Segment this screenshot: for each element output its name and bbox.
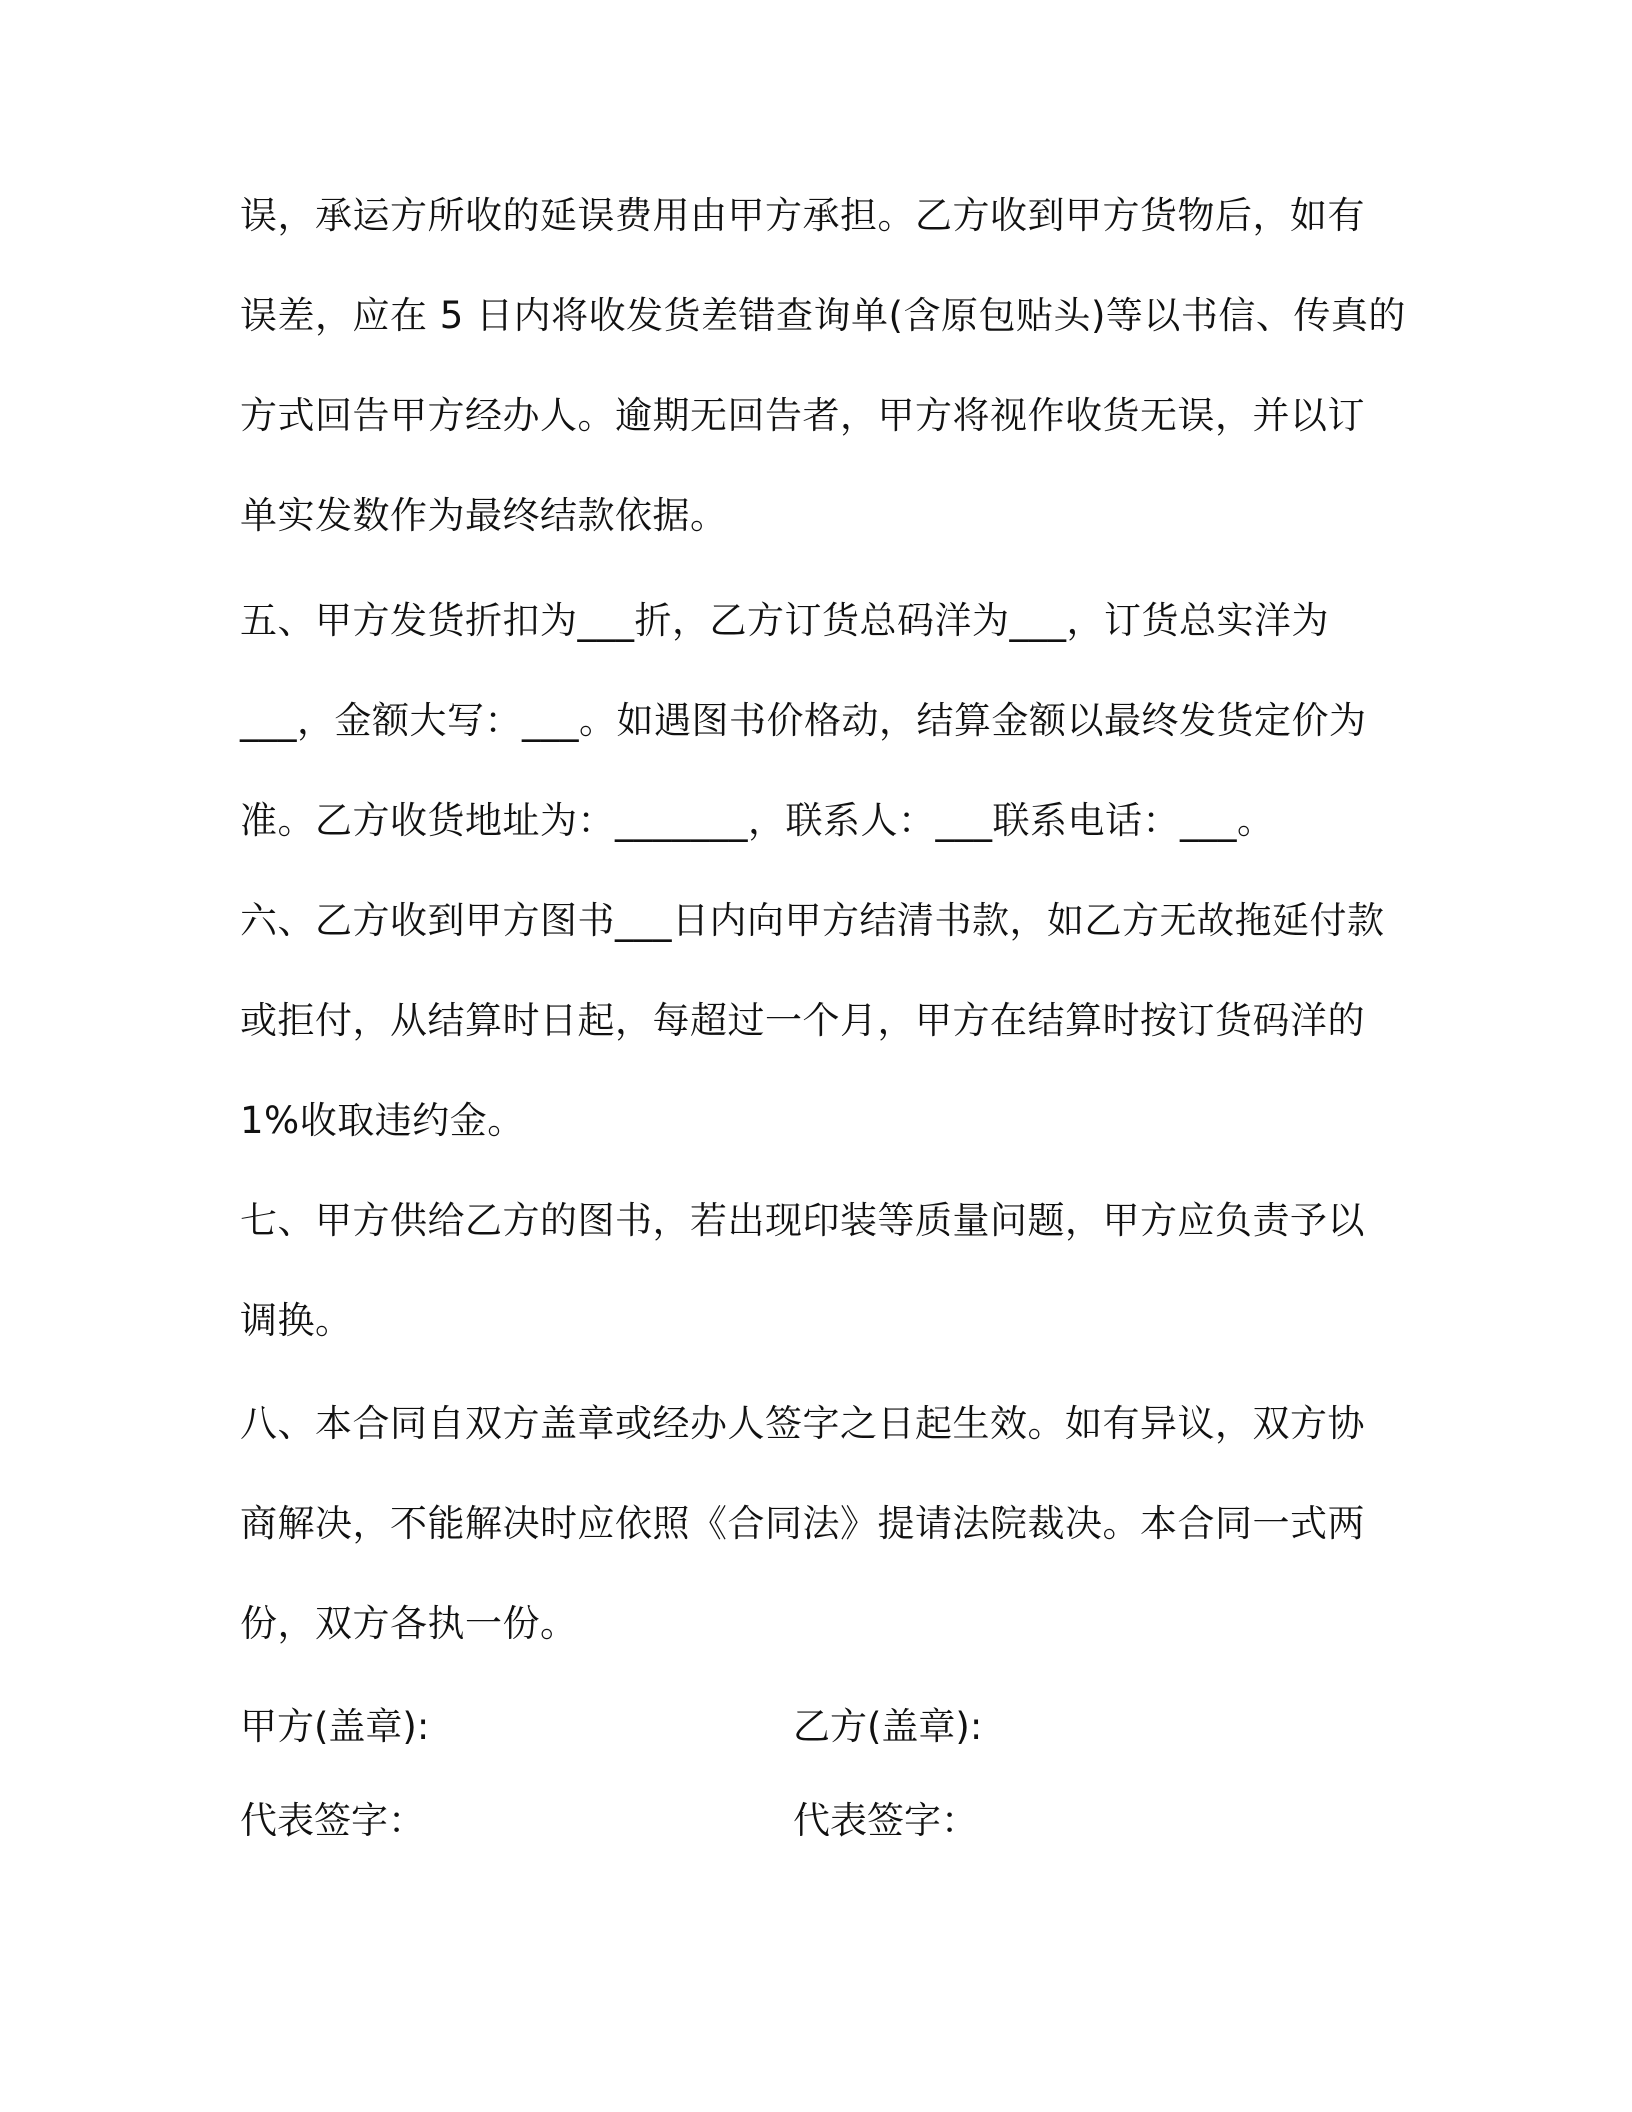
text-line-1: 误，承运方所收的延误费用由甲方承担。乙方收到甲方货物后，如有 bbox=[240, 194, 1365, 237]
clause-8-line-1: 八、本合同自双方盖章或经办人签字之日起生效。如有异议，双方协 bbox=[240, 1402, 1365, 1445]
text-line-4: 单实发数作为最终结款依据。 bbox=[240, 494, 728, 537]
clause-6-line-2: 或拒付，从结算时日起，每超过一个月，甲方在结算时按订货码洋的 bbox=[240, 999, 1365, 1042]
party-a-seal-label: 甲方(盖章): bbox=[240, 1705, 430, 1748]
party-b-seal-label: 乙方(盖章): bbox=[793, 1705, 983, 1748]
text-line-3: 方式回告甲方经办人。逾期无回告者，甲方将视作收货无误，并以订 bbox=[240, 394, 1365, 437]
text-line-2: 误差，应在 5 日内将收发货差错查询单(含原包贴头)等以书信、传真的 bbox=[240, 294, 1406, 337]
clause-6-line-1: 六、乙方收到甲方图书___日内向甲方结清书款，如乙方无故拖延付款 bbox=[240, 899, 1385, 942]
clause-8-line-3: 份，双方各执一份。 bbox=[240, 1602, 578, 1645]
party-b-representative-label: 代表签字： bbox=[793, 1799, 978, 1842]
clause-5-line-1: 五、甲方发货折扣为___折，乙方订货总码洋为___，订货总实洋为 bbox=[240, 599, 1329, 642]
clause-7-line-2: 调换。 bbox=[240, 1299, 353, 1342]
clause-5-line-2: ___，金额大写：___。如遇图书价格动，结算金额以最终发货定价为 bbox=[240, 699, 1367, 742]
clause-7-line-1: 七、甲方供给乙方的图书，若出现印装等质量问题，甲方应负责予以 bbox=[240, 1199, 1365, 1242]
clause-5-line-3: 准。乙方收货地址为：_______，联系人：___联系电话：___。 bbox=[240, 799, 1275, 842]
clause-8-line-2: 商解决，不能解决时应依照《合同法》提请法院裁决。本合同一式两 bbox=[240, 1502, 1365, 1545]
clause-6-line-3: 1%收取违约金。 bbox=[240, 1099, 525, 1142]
party-a-representative-label: 代表签字： bbox=[240, 1799, 425, 1842]
